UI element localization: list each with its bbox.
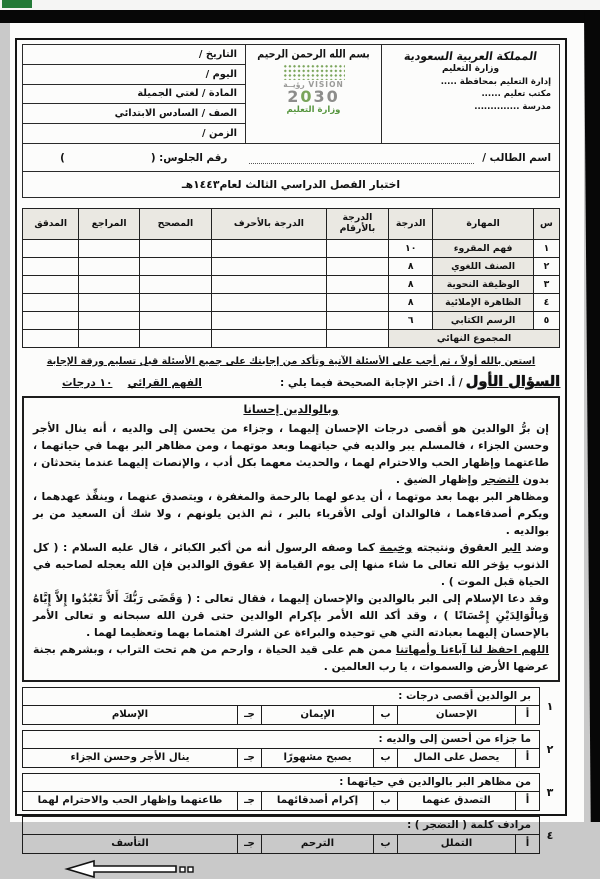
options-row (23, 791, 539, 810)
option-b[interactable]: يصبح مشهورًا (261, 749, 373, 767)
option-a-letter[interactable]: أ (515, 792, 539, 810)
question-one-header (22, 374, 560, 390)
reading-passage (22, 396, 560, 682)
skill-mark: ٨ (389, 294, 433, 312)
vision-2030-logo: 2030 (287, 87, 340, 106)
col-mark-letters: الدرجة بالأحرف (212, 209, 327, 240)
passage-paragraph: إن برُّ الوالدين هو أقصى درجات الإحسان إليهما ، وجزاء من يحسن إلى والديه ، أنه ينال الأجر وحسن الجزاء ، فالمسلم يبر والديه في حياتهما وبعد موتهما ، ومن مظاهر البر بهما في حياتهما ، طاعتهما وإظهار الحب والاحترام لهما ، والحديث معهما بكل أدب ، والإنصات إليهما عندما يتحدثان ، بدون التضجر وإظهار الضيق . (33, 421, 549, 486)
blank-cell (79, 294, 139, 312)
option-b[interactable]: الإيمان (261, 706, 373, 724)
total-row (23, 330, 560, 348)
footer-row (22, 858, 560, 878)
blank-cell (139, 258, 211, 276)
option-b-letter[interactable]: ب (373, 749, 397, 767)
question-box (22, 816, 540, 854)
option-b-letter[interactable]: ب (373, 706, 397, 724)
marks-header-row (23, 209, 560, 240)
options-row (23, 705, 539, 724)
seat-number-label: رقم الجلوس: ( (150, 151, 228, 164)
option-c[interactable]: التأسف (111, 838, 149, 850)
option-c-letter[interactable]: جـ (237, 749, 261, 767)
question-text: ما جزاء من أحسن إلى والديه : (378, 733, 531, 746)
green-chip-icon (2, 0, 32, 8)
exam-title: اختبار الفصل الدراسي الثالث لعام١٤٤٣هـ (181, 178, 401, 191)
blank-cell (23, 312, 79, 330)
skill-name: الصنف اللغوي (433, 258, 534, 276)
marks-label: ١٠ درجات (62, 377, 113, 389)
blank-cell (326, 276, 388, 294)
question-box (22, 687, 540, 725)
student-name-label: اسم الطالب / (482, 151, 551, 164)
row-no: ٤ (533, 294, 559, 312)
col-mark-digits: الدرجة بالأرقام (326, 209, 388, 240)
blank-cell (139, 240, 211, 258)
office-line: مكتب تعليم ...... (481, 89, 551, 99)
blank-cell (139, 294, 211, 312)
passage-paragraph: ومظاهر البر بهما بعد موتهما ، أن يدعو لهما بالرحمة والمغفرة ، ويتصدق عنهما ، وينفِّذ عهدهما ، ويكرم أصدقاءهما ، فالوالدان أولى الأقرباء بالبر ، ثم الذين يلونهم ، ولا شك أن السعيد من بر بوالديه . (33, 489, 549, 537)
table-row (23, 276, 560, 294)
option-a[interactable]: الإحسان (397, 706, 515, 724)
day-field: اليوم / (23, 65, 245, 85)
option-a[interactable]: التملل (397, 835, 515, 853)
student-name-input-line (249, 152, 474, 164)
blank-cell (23, 330, 79, 348)
question-number: ٢ (546, 742, 554, 756)
instruction-line: استعن بالله أولاً ، ثم أجب على الأسئلة الآتية وتأكد من إجابتك على جميع الأسئلة قبل تسليم ورقة الإجابة (46, 356, 536, 367)
skill-name: الوظيفة النحوية (433, 276, 534, 294)
col-skill: المهارة (433, 209, 534, 240)
skill-domain-label: الفهم القرائي (127, 377, 202, 389)
exam-title-row (22, 172, 560, 198)
blank-cell (212, 258, 327, 276)
skill-name: الظاهرة الإملائية (433, 294, 534, 312)
table-row (23, 240, 560, 258)
row-no: ٢ (533, 258, 559, 276)
bismillah-calligraphy: بسم الله الرحمن الرحيم (257, 48, 370, 61)
page-frame (15, 38, 567, 850)
time-field: الزمن / (201, 128, 237, 140)
table-row (23, 294, 560, 312)
question-item-1 (22, 687, 560, 725)
question-text: مرادف كلمة ( التضجر ) : (407, 819, 531, 832)
blank-cell (79, 330, 139, 348)
skill-mark: ٨ (389, 276, 433, 294)
vision-label: VISION رؤيــة (283, 80, 344, 89)
option-a-letter[interactable]: أ (515, 835, 539, 853)
skill-mark: ٨ (389, 258, 433, 276)
left-arrow-icon (64, 859, 199, 879)
option-b[interactable]: الترحم (261, 835, 373, 853)
exam-paper (10, 23, 584, 850)
scan-black-bar (0, 10, 600, 23)
blank-cell (79, 258, 139, 276)
option-c-letter[interactable]: جـ (237, 792, 261, 810)
blank-cell (79, 312, 139, 330)
option-b-letter[interactable]: ب (373, 835, 397, 853)
blank-cell (79, 240, 139, 258)
total-label: المجموع النهائي (389, 330, 560, 348)
question-box (22, 773, 540, 811)
skill-mark: ١٠ (389, 240, 433, 258)
blank-cell (23, 240, 79, 258)
row-no: ١ (533, 240, 559, 258)
blank-cell (139, 276, 211, 294)
ministry-name: وزارة التعليم (441, 64, 500, 74)
col-auditor: المدقق (23, 209, 79, 240)
blank-cell (139, 330, 211, 348)
date-field: التاريخ / (23, 45, 245, 65)
col-reviewer: المراجع (79, 209, 139, 240)
options-row (23, 748, 539, 767)
question-box (22, 730, 540, 768)
question-number: ٣ (546, 785, 554, 799)
blank-cell (212, 276, 327, 294)
col-corrector: المصحح (139, 209, 211, 240)
vision-2030-dots-icon (283, 64, 345, 80)
row-no: ٣ (533, 276, 559, 294)
admin-line: إدارة التعليم بمحافظة ..... (440, 76, 551, 87)
vision-ministry-label: وزارة التعليم (286, 105, 341, 115)
subject-field: المادة / لغتي الجميلة (23, 85, 245, 105)
blank-cell (326, 294, 388, 312)
question-text: بر الوالدين أقصى درجات : (398, 690, 531, 703)
student-row (22, 144, 560, 172)
question-number: ١ (546, 699, 554, 713)
option-b-letter[interactable]: ب (373, 792, 397, 810)
option-c[interactable]: ينال الأجر وحسن الجزاء (70, 752, 190, 764)
blank-cell (212, 330, 327, 348)
blank-cell (23, 258, 79, 276)
marks-table (22, 208, 560, 348)
question-item-3 (22, 773, 560, 811)
passage-paragraph: وقد دعا الإسلام إلى البر بالوالدين والإحسان إليهما ، فقال تعالى : ( وَقَضَى رَبُّكَ أَلاَّ تَعْبُدُوا إِلاَّ إِيَّاهُ وَبِالْوَالِدَيْنِ إِحْسَانًا ) ، وقد أكد الله الأمر بإكرام الوالدين حتى قرن الله سبحانه و تعالى الأمر بالإحسان إليهما بعبادته التي هي توحيده والبراءة عن الشرك اهتماما بهما وتعظيما لهما . (33, 592, 549, 640)
exam-fields (23, 45, 245, 143)
blank-cell (212, 240, 327, 258)
skill-name: فهم المقروء (433, 240, 534, 258)
passage-paragraph: اللهم احفظ لنا آباءنا وأمهاتنا ممن هم على قيد الحياة ، وارحم من هم تحت التراب ، وبشرهم بجنة عرضها الأرض والسموات ، يا رب العالمين . (33, 643, 549, 674)
passage-title: وبالوالدين إحسانا (243, 403, 339, 416)
blank-cell (212, 312, 327, 330)
section-title: السؤال الأول (465, 374, 560, 390)
blank-cell (23, 276, 79, 294)
blank-cell (326, 258, 388, 276)
seat-number-close: ) (60, 151, 65, 164)
option-a[interactable]: يحصل على المال (397, 749, 515, 767)
school-line: مدرسة .............. (474, 101, 551, 112)
option-a[interactable]: التصدق عنهما (397, 792, 515, 810)
option-c[interactable]: طاعتهما وإظهار الحب والاحترام لهما (37, 795, 223, 807)
question-item-4 (22, 816, 560, 854)
blank-cell (79, 276, 139, 294)
section-prompt: / أ. اختر الإجابة الصحيحة فيما يلي : (279, 377, 463, 389)
col-mark: الدرجة (389, 209, 433, 240)
logos-block (245, 45, 381, 143)
blank-cell (139, 312, 211, 330)
table-row (23, 312, 560, 330)
ministry-block (381, 45, 559, 143)
scan-top-strip (0, 0, 600, 10)
blank-cell (212, 294, 327, 312)
skill-mark: ٦ (389, 312, 433, 330)
scan-edge-shadow (584, 10, 600, 822)
blank-cell (326, 312, 388, 330)
kingdom-emblem: المملكة العربية السعودية (403, 49, 538, 64)
options-row (23, 834, 539, 853)
question-number: ٤ (546, 828, 554, 842)
option-c-letter[interactable]: جـ (237, 835, 261, 853)
passage-paragraph: وضد البر العقوق ونتيجته وخيمة كما وصفه الرسول أنه من أكبر الكبائر ، قال عليه السلام : ( كل الذنوب يؤخر الله تعالى ما شاء منها إلى يوم القيامة إلا عقوق الوالدين فإن الله يعجله لصاحبه في الحياة قبل الموت ) . (33, 541, 550, 589)
question-item-2 (22, 730, 560, 768)
option-c-letter[interactable]: جـ (237, 706, 261, 724)
blank-cell (23, 294, 79, 312)
option-a-letter[interactable]: أ (515, 749, 539, 767)
palm-icon: 0 (300, 87, 314, 106)
header-table (22, 44, 560, 144)
question-text: من مظاهر البر بالوالدين في حياتهما : (339, 776, 531, 789)
option-c[interactable]: الإسلام (111, 709, 149, 721)
blank-cell (326, 330, 388, 348)
option-a-letter[interactable]: أ (515, 706, 539, 724)
table-row (23, 258, 560, 276)
option-b[interactable]: إكرام أصدقائهما (261, 792, 373, 810)
skill-name: الرسم الكتابي (433, 312, 534, 330)
col-number: س (533, 209, 559, 240)
grade-field: الصف / السادس الابتدائي (23, 104, 245, 124)
row-no: ٥ (533, 312, 559, 330)
blank-cell (326, 240, 388, 258)
